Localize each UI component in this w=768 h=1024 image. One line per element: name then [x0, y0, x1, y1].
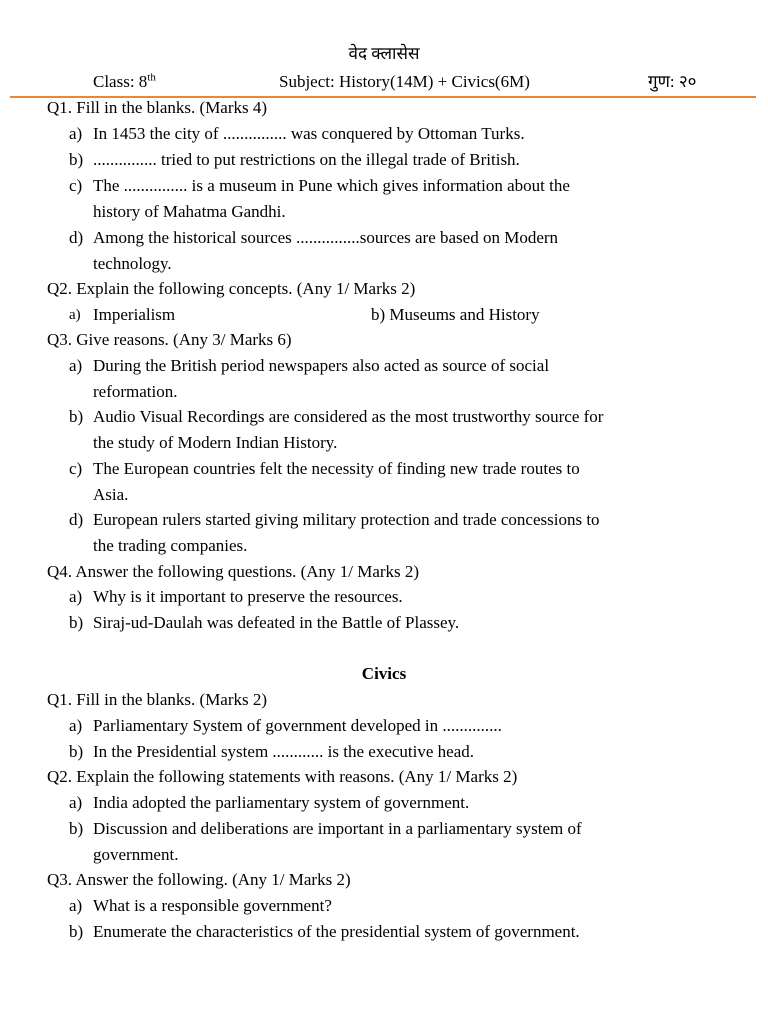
history-q4-title: Q4. Answer the following questions. (Any 1/ Marks 2): [47, 562, 420, 581]
history-q3-a-cont: reformation.: [93, 382, 178, 401]
item-label: b): [69, 742, 84, 761]
civics-q3-title: Q3. Answer the following. (Any 1/ Marks 2): [47, 870, 351, 889]
civics-q2-b: Discussion and deliberations are important in a parliamentary system of: [93, 819, 582, 838]
subject-label: Subject: History(14M) + Civics(6M): [279, 72, 530, 91]
history-q1-d-cont: technology.: [93, 254, 172, 273]
history-q2-b: b) Museums and History: [371, 305, 540, 324]
class-label: Class: 8th: [93, 71, 156, 91]
item-label: a): [69, 896, 83, 915]
item-label: d): [69, 228, 84, 247]
history-q3-b-cont: the study of Modern Indian History.: [93, 433, 338, 452]
item-label: a): [69, 716, 83, 735]
item-label: b): [69, 613, 84, 632]
history-q2-title: Q2. Explain the following concepts. (Any 1/ Marks 2): [47, 279, 416, 298]
item-label: d): [69, 510, 84, 529]
civics-q3-b: Enumerate the characteristics of the presidential system of government.: [93, 922, 580, 941]
history-q3-c: The European countries felt the necessity of finding new trade routes to: [93, 459, 580, 478]
history-q3-a: During the British period newspapers also acted as source of social: [93, 356, 550, 375]
civics-q2-title: Q2. Explain the following statements with reasons. (Any 1/ Marks 2): [47, 767, 518, 786]
item-label: a): [69, 307, 81, 323]
civics-heading: Civics: [361, 664, 407, 683]
history-q3-d: European rulers started giving military protection and trade concessions to: [93, 510, 600, 529]
history-q4-b: Siraj-ud-Daulah was defeated in the Battle of Plassey.: [93, 613, 460, 632]
history-q2-a: Imperialism: [93, 305, 176, 324]
total-marks: गुण: २०: [648, 72, 697, 91]
item-label: c): [69, 459, 83, 478]
item-label: a): [69, 124, 83, 143]
civics-q2-b-cont: government.: [93, 845, 179, 864]
item-label: a): [69, 793, 83, 812]
item-label: a): [69, 587, 83, 606]
history-q1-c: The ............... is a museum in Pune which gives information about the: [93, 176, 570, 195]
history-q3-d-cont: the trading companies.: [93, 536, 248, 555]
civics-q3-a: What is a responsible government?: [93, 896, 332, 915]
item-label: c): [69, 176, 83, 195]
history-q1-title: Q1. Fill in the blanks. (Marks 4): [47, 98, 268, 117]
history-q1-c-cont: history of Mahatma Gandhi.: [93, 202, 286, 221]
institute-name: वेद क्लासेस: [348, 44, 420, 63]
history-q3-b: Audio Visual Recordings are considered as the most trustworthy source for: [93, 407, 604, 426]
history-q4-a: Why is it important to preserve the resources.: [93, 587, 403, 606]
item-label: b): [69, 819, 84, 838]
history-q1-a: In 1453 the city of ............... was conquered by Ottoman Turks.: [93, 124, 525, 143]
item-label: a): [69, 356, 83, 375]
civics-q2-a: India adopted the parliamentary system of government.: [93, 793, 470, 812]
item-label: b): [69, 407, 84, 426]
civics-q1-b: In the Presidential system ............ is the executive head.: [93, 742, 474, 761]
civics-q1-title: Q1. Fill in the blanks. (Marks 2): [47, 690, 268, 709]
history-q1-b: ............... tried to put restrictions on the illegal trade of British.: [93, 150, 520, 169]
item-label: b): [69, 922, 84, 941]
history-q3-title: Q3. Give reasons. (Any 3/ Marks 6): [47, 330, 292, 349]
history-q3-c-cont: Asia.: [93, 485, 129, 504]
item-label: b): [69, 150, 84, 169]
civics-q1-a: Parliamentary System of government developed in ..............: [93, 716, 502, 735]
history-q1-d: Among the historical sources ...............sources are based on Modern: [93, 228, 559, 247]
